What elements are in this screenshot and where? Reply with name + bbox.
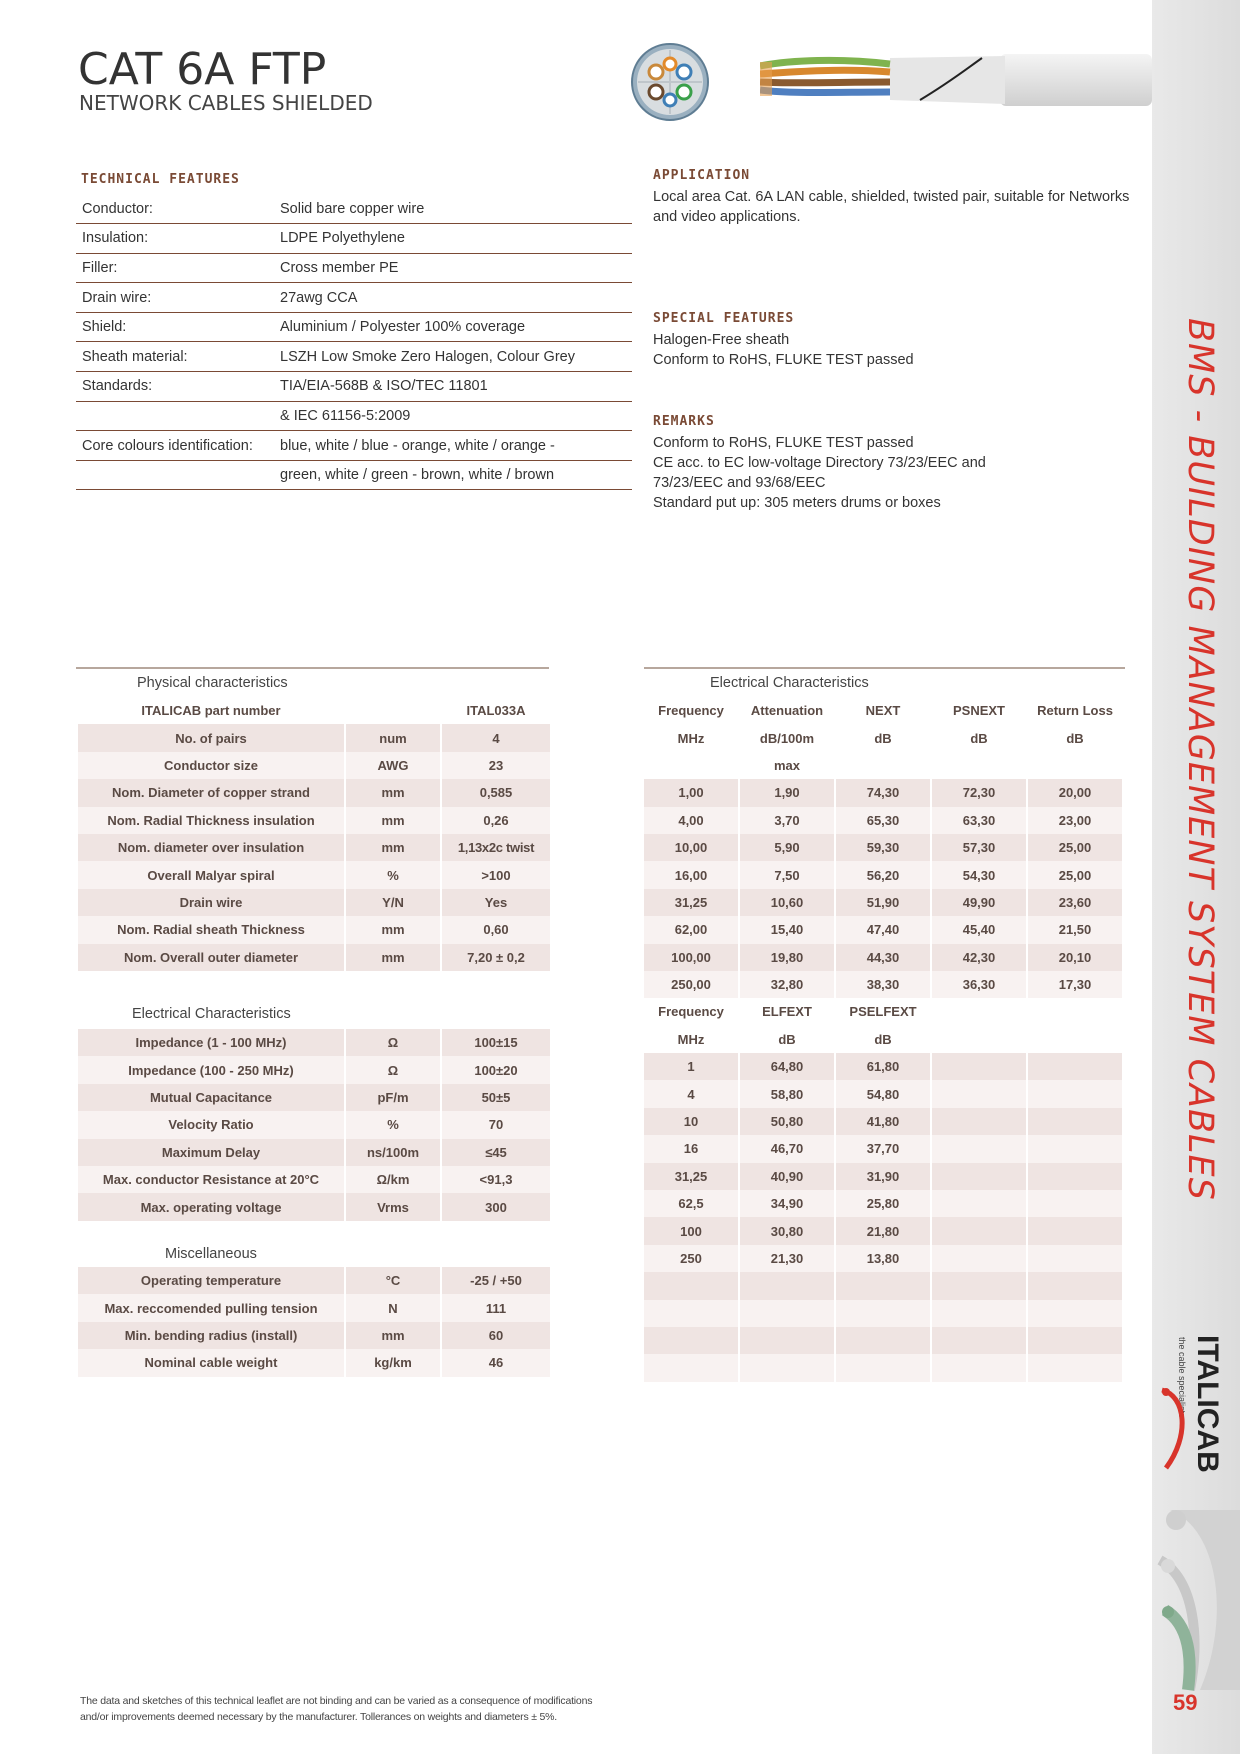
remark-line: 73/23/EEC and 93/68/EEC: [653, 475, 826, 491]
cell: Impedance (100 - 250 MHz): [78, 1056, 344, 1083]
table-row: [78, 1322, 550, 1349]
cell: 62,5: [644, 1190, 738, 1217]
unit-header: [1028, 1026, 1122, 1053]
cell: 10,60: [740, 889, 834, 916]
cell: 10: [644, 1108, 738, 1135]
page-number: 59: [1173, 1690, 1198, 1715]
table-row: [78, 697, 550, 724]
cell: 61,80: [836, 1053, 930, 1080]
cell: 20,00: [1028, 779, 1122, 806]
feature-value: green, white / green - brown, white / brown: [274, 460, 632, 490]
cell: 23,00: [1028, 807, 1122, 834]
disclaimer-line: The data and sketches of this technical leaflet are not binding and can be varied as a consequence of modifications: [80, 1695, 593, 1707]
unit-header: MHz: [677, 1031, 705, 1047]
table-row: [78, 1294, 550, 1321]
cell: [740, 1354, 834, 1381]
table-row: [644, 1190, 1122, 1217]
cell: mm: [346, 916, 440, 943]
cell: [644, 1354, 738, 1381]
table-row: [76, 283, 632, 313]
sidebar-category: [1160, 318, 1234, 1201]
cell: [932, 1163, 1026, 1190]
cell: 63,30: [932, 807, 1026, 834]
cell: 23: [442, 752, 550, 779]
feature-value: 27awg CCA: [274, 283, 632, 313]
cell: [1028, 1163, 1122, 1190]
cell: [932, 1300, 1026, 1327]
column-header: Frequency: [658, 1004, 724, 1020]
table-row: [644, 916, 1122, 943]
table-row: [644, 1108, 1122, 1135]
column-header: Attenuation: [750, 703, 824, 719]
physical-title: Physical characteristics: [137, 675, 288, 691]
table-row: [78, 944, 550, 971]
special-feature-line: Halogen-Free sheath: [653, 332, 790, 348]
unit-header: [932, 752, 1026, 779]
cell: [1028, 1245, 1122, 1272]
cell: 25,80: [836, 1190, 930, 1217]
table-row: [76, 342, 632, 372]
cell: Nom. Diameter of copper strand: [78, 779, 344, 806]
cell: [1028, 1217, 1122, 1244]
cell: 4,00: [644, 807, 738, 834]
cell: 54,30: [932, 861, 1026, 888]
cell: 72,30: [932, 779, 1026, 806]
feature-key: Conductor:: [76, 194, 274, 224]
cell: kg/km: [346, 1349, 440, 1376]
cell: N: [346, 1294, 440, 1321]
cell: [932, 1080, 1026, 1107]
electrical-left-title: Electrical Characteristics: [132, 1006, 291, 1022]
feature-value: Cross member PE: [274, 253, 632, 283]
cell: 0,26: [442, 807, 550, 834]
table-row: [644, 779, 1122, 806]
cell: 21,30: [740, 1245, 834, 1272]
misc-title: Miscellaneous: [165, 1246, 257, 1262]
cell: 31,25: [644, 889, 738, 916]
cell: 70: [442, 1111, 550, 1138]
table-row: [78, 889, 550, 916]
cell: 42,30: [932, 944, 1026, 971]
cell: Yes: [442, 889, 550, 916]
cell: Y/N: [346, 889, 440, 916]
cell: 62,00: [644, 916, 738, 943]
cell: [932, 1327, 1026, 1354]
technical-features-table: [76, 194, 632, 490]
unit-header: [932, 1026, 1026, 1053]
cell: 31,90: [836, 1163, 930, 1190]
table-row: [76, 460, 632, 490]
feature-value: Aluminium / Polyester 100% coverage: [274, 312, 632, 342]
table-row: [644, 998, 1122, 1025]
cell: %: [346, 861, 440, 888]
table-row: [78, 1193, 550, 1220]
cell: [1028, 1300, 1122, 1327]
cell: mm: [346, 834, 440, 861]
table-row: [644, 1327, 1122, 1354]
cell: Ω/km: [346, 1166, 440, 1193]
cable-side-image: [760, 52, 1152, 108]
feature-value: LDPE Polyethylene: [274, 224, 632, 254]
table-row: [78, 861, 550, 888]
cell: [1028, 1354, 1122, 1381]
cell: 47,40: [836, 916, 930, 943]
cell: 64,80: [740, 1053, 834, 1080]
table-row: [644, 1080, 1122, 1107]
unit-header: [836, 752, 930, 779]
cell: [1028, 1053, 1122, 1080]
table-row: [644, 1217, 1122, 1244]
cell: <91,3: [442, 1166, 550, 1193]
cell: Nom. Radial sheath Thickness: [78, 916, 344, 943]
cell: 44,30: [836, 944, 930, 971]
cell: °C: [346, 1267, 440, 1294]
electrical-characteristics-table: [76, 1029, 552, 1221]
cell: 111: [442, 1294, 550, 1321]
cell: mm: [346, 779, 440, 806]
column-header: [932, 998, 1026, 1025]
electrical-frequency-table: [642, 697, 1124, 1382]
cell: Conductor size: [78, 752, 344, 779]
cell: Drain wire: [78, 889, 344, 916]
cell: 21,50: [1028, 916, 1122, 943]
table-row: [644, 1245, 1122, 1272]
logo-swoosh-icon: [1156, 1386, 1192, 1476]
cell: 49,90: [932, 889, 1026, 916]
cell: [836, 1300, 930, 1327]
cell: 59,30: [836, 834, 930, 861]
cell: 300: [442, 1193, 550, 1220]
table-row: [76, 431, 632, 461]
cell: 30,80: [740, 1217, 834, 1244]
cell: 1,13x2c twist: [442, 834, 550, 861]
column-header: PSELFEXT: [849, 1004, 917, 1020]
cell: 100±20: [442, 1056, 550, 1083]
table-row: [78, 752, 550, 779]
physical-characteristics-table: [76, 697, 552, 971]
miscellaneous-table: [76, 1267, 552, 1377]
column-header: Return Loss: [1037, 703, 1113, 719]
column-header: NEXT: [865, 703, 901, 719]
cell: Nom. diameter over insulation: [78, 834, 344, 861]
cell: Max. reccomended pulling tension: [78, 1294, 344, 1321]
sidebar-category-text: BMS - BUILDING MANAGEMENT SYSTEM CABLES: [1180, 318, 1220, 1201]
unit-header: dB: [1066, 730, 1084, 746]
table-row: [76, 312, 632, 342]
table-row: [78, 1267, 550, 1294]
cell: ≤45: [442, 1139, 550, 1166]
table-row: [76, 253, 632, 283]
cell: 250,00: [644, 971, 738, 998]
cell: [836, 1327, 930, 1354]
cell: [644, 1300, 738, 1327]
table-row: [76, 194, 632, 224]
unit-header: dB: [874, 730, 892, 746]
cell: 54,80: [836, 1080, 930, 1107]
unit-header: [1028, 752, 1122, 779]
cell: Impedance (1 - 100 MHz): [78, 1029, 344, 1056]
decorative-swirl-icon: [1140, 1500, 1240, 1700]
table-row: [78, 779, 550, 806]
cell: [836, 1354, 930, 1381]
cell: 100±15: [442, 1029, 550, 1056]
cell: 3,70: [740, 807, 834, 834]
cell: mm: [346, 807, 440, 834]
cell: 34,90: [740, 1190, 834, 1217]
cell: 74,30: [836, 779, 930, 806]
cell: [932, 1245, 1026, 1272]
unit-header: max: [773, 757, 801, 773]
cell: 5,90: [740, 834, 834, 861]
cell: ns/100m: [346, 1139, 440, 1166]
cell: >100: [442, 861, 550, 888]
cell: 50,80: [740, 1108, 834, 1135]
cell: Velocity Ratio: [78, 1111, 344, 1138]
cell: Vrms: [346, 1193, 440, 1220]
cell: Max. operating voltage: [78, 1193, 344, 1220]
page-title: CAT 6A FTP: [78, 44, 327, 95]
unit-header: dB: [874, 1031, 892, 1047]
table-row: [78, 1029, 550, 1056]
cell: Nom. Overall outer diameter: [78, 944, 344, 971]
cell: [644, 1327, 738, 1354]
feature-key: Shield:: [76, 312, 274, 342]
table-row: [644, 1354, 1122, 1381]
table-row: [644, 971, 1122, 998]
cell: [932, 1108, 1026, 1135]
cell: 16,00: [644, 861, 738, 888]
cell: 100: [644, 1217, 738, 1244]
feature-value: Solid bare copper wire: [274, 194, 632, 224]
cell: Nominal cable weight: [78, 1349, 344, 1376]
unit-header: dB: [778, 1031, 796, 1047]
cell: 32,80: [740, 971, 834, 998]
unit-header: dB: [970, 730, 988, 746]
cell: [1028, 1327, 1122, 1354]
feature-key: Standards:: [76, 372, 274, 402]
feature-value: blue, white / blue - orange, white / orange -: [274, 431, 632, 461]
unit-header: dB/100m: [759, 730, 815, 746]
physical-divider: [76, 667, 549, 669]
cell: 41,80: [836, 1108, 930, 1135]
table-row: [78, 1111, 550, 1138]
cell: [932, 1272, 1026, 1299]
page-subtitle: NETWORK CABLES SHIELDED: [79, 91, 373, 115]
cell: 60: [442, 1322, 550, 1349]
feature-value: LSZH Low Smoke Zero Halogen, Colour Grey: [274, 342, 632, 372]
cell: No. of pairs: [78, 724, 344, 751]
cell: 13,80: [836, 1245, 930, 1272]
unit-header: MHz: [677, 730, 705, 746]
cell: [932, 1217, 1026, 1244]
table-row: [78, 1084, 550, 1111]
cell: 21,80: [836, 1217, 930, 1244]
electrical-divider: [644, 667, 1125, 669]
cell: 58,80: [740, 1080, 834, 1107]
brand-name: ITALICAB: [1191, 1335, 1224, 1473]
cell: [932, 1354, 1026, 1381]
cell: 0,585: [442, 779, 550, 806]
cell: 7,50: [740, 861, 834, 888]
cell: 10,00: [644, 834, 738, 861]
feature-value: & IEC 61156-5:2009: [274, 401, 632, 431]
cell: 100,00: [644, 944, 738, 971]
table-row: [644, 944, 1122, 971]
cell: 15,40: [740, 916, 834, 943]
cell: 23,60: [1028, 889, 1122, 916]
cell: 4: [644, 1080, 738, 1107]
cell: -25 / +50: [442, 1267, 550, 1294]
cell: 57,30: [932, 834, 1026, 861]
table-row: [644, 1163, 1122, 1190]
table-row: [644, 1026, 1122, 1053]
part-number-value: ITAL033A: [466, 703, 526, 719]
cell: [932, 1053, 1026, 1080]
feature-key: Core colours identification:: [76, 431, 274, 461]
table-row: [78, 1349, 550, 1376]
column-header: PSNEXT: [952, 703, 1005, 719]
cell: 16: [644, 1135, 738, 1162]
table-row: [644, 1135, 1122, 1162]
cell: Max. conductor Resistance at 20°C: [78, 1166, 344, 1193]
table-row: [644, 752, 1122, 779]
cell: [1028, 1272, 1122, 1299]
cell: 50±5: [442, 1084, 550, 1111]
cell: [740, 1300, 834, 1327]
feature-key: [76, 401, 274, 431]
cell: [1028, 1135, 1122, 1162]
cell: 37,70: [836, 1135, 930, 1162]
column-header: [1028, 998, 1122, 1025]
cell: [740, 1272, 834, 1299]
cell: Overall Malyar spiral: [78, 861, 344, 888]
special-feature-line: Conform to RoHS, FLUKE TEST passed: [653, 352, 914, 368]
cell: 17,30: [1028, 971, 1122, 998]
cell: 1,00: [644, 779, 738, 806]
cell: Operating temperature: [78, 1267, 344, 1294]
table-row: [76, 372, 632, 402]
cell: mm: [346, 944, 440, 971]
cell: 19,80: [740, 944, 834, 971]
cell: 40,90: [740, 1163, 834, 1190]
cell: 25,00: [1028, 861, 1122, 888]
cell: 0,60: [442, 916, 550, 943]
cell: 250: [644, 1245, 738, 1272]
table-row: [644, 889, 1122, 916]
cell: Mutual Capacitance: [78, 1084, 344, 1111]
cell: [644, 1272, 738, 1299]
table-row: [76, 224, 632, 254]
cell: 20,10: [1028, 944, 1122, 971]
cell: 25,00: [1028, 834, 1122, 861]
cell: 46,70: [740, 1135, 834, 1162]
cell: Ω: [346, 1029, 440, 1056]
cell: %: [346, 1111, 440, 1138]
table-row: [644, 1053, 1122, 1080]
cell: 38,30: [836, 971, 930, 998]
cell: 36,30: [932, 971, 1026, 998]
cell: 65,30: [836, 807, 930, 834]
disclaimer-line: and/or improvements deemed necessary by the manufacturer. Tollerances on weights and diameters ± 5%.: [80, 1711, 557, 1723]
table-row: [644, 1300, 1122, 1327]
table-row: [78, 916, 550, 943]
table-row: [78, 1139, 550, 1166]
special-features-heading: SPECIAL FEATURES: [653, 311, 795, 326]
application-heading: APPLICATION: [653, 168, 751, 183]
cell: num: [346, 724, 440, 751]
cell: 51,90: [836, 889, 930, 916]
feature-key: [76, 460, 274, 490]
remark-line: CE acc. to EC low-voltage Directory 73/23/EEC and: [653, 455, 986, 471]
brand-tagline: the cable specialists: [1177, 1337, 1187, 1418]
column-header: Frequency: [658, 703, 724, 719]
cell: [740, 1327, 834, 1354]
part-number-label: ITALICAB part number: [141, 703, 281, 719]
remark-line: Standard put up: 305 meters drums or boxes: [653, 495, 941, 511]
cable-cross-section-image: [630, 42, 710, 122]
cell: 1: [644, 1053, 738, 1080]
cell: Min. bending radius (install): [78, 1322, 344, 1349]
cell: [932, 1135, 1026, 1162]
table-row: [644, 724, 1122, 751]
cell: 46: [442, 1349, 550, 1376]
feature-key: Drain wire:: [76, 283, 274, 313]
cell: pF/m: [346, 1084, 440, 1111]
table-row: [644, 697, 1122, 724]
electrical-right-title: Electrical Characteristics: [710, 675, 869, 691]
unit-header: [644, 752, 738, 779]
table-row: [78, 807, 550, 834]
feature-key: Filler:: [76, 253, 274, 283]
feature-value: TIA/EIA-568B & ISO/TEC 11801: [274, 372, 632, 402]
table-row: [644, 834, 1122, 861]
cell: Ω: [346, 1056, 440, 1083]
technical-features-heading: TECHNICAL FEATURES: [81, 172, 240, 187]
cell: Nom. Radial Thickness insulation: [78, 807, 344, 834]
feature-key: Insulation:: [76, 224, 274, 254]
table-row: [644, 807, 1122, 834]
remark-line: Conform to RoHS, FLUKE TEST passed: [653, 435, 914, 451]
table-row: [78, 834, 550, 861]
cell: 56,20: [836, 861, 930, 888]
cell: AWG: [346, 752, 440, 779]
cell: [1028, 1080, 1122, 1107]
cell: [836, 1272, 930, 1299]
cell: [932, 1190, 1026, 1217]
table-row: [78, 724, 550, 751]
feature-key: Sheath material:: [76, 342, 274, 372]
column-header: ELFEXT: [762, 1004, 812, 1020]
cell: 31,25: [644, 1163, 738, 1190]
cell: 4: [442, 724, 550, 751]
cell: 7,20 ± 0,2: [442, 944, 550, 971]
table-row: [78, 1166, 550, 1193]
table-row: [78, 1056, 550, 1083]
cell: 1,90: [740, 779, 834, 806]
cell: [1028, 1190, 1122, 1217]
disclaimer: [80, 1693, 592, 1725]
cell: Maximum Delay: [78, 1139, 344, 1166]
cell: [1028, 1108, 1122, 1135]
cell: 45,40: [932, 916, 1026, 943]
table-row: [76, 401, 632, 431]
table-row: [644, 1272, 1122, 1299]
cell: mm: [346, 1322, 440, 1349]
application-text: Local area Cat. 6A LAN cable, shielded, twisted pair, suitable for Networks and video applications.: [653, 189, 1130, 225]
remarks-heading: REMARKS: [653, 414, 715, 429]
table-row: [644, 861, 1122, 888]
